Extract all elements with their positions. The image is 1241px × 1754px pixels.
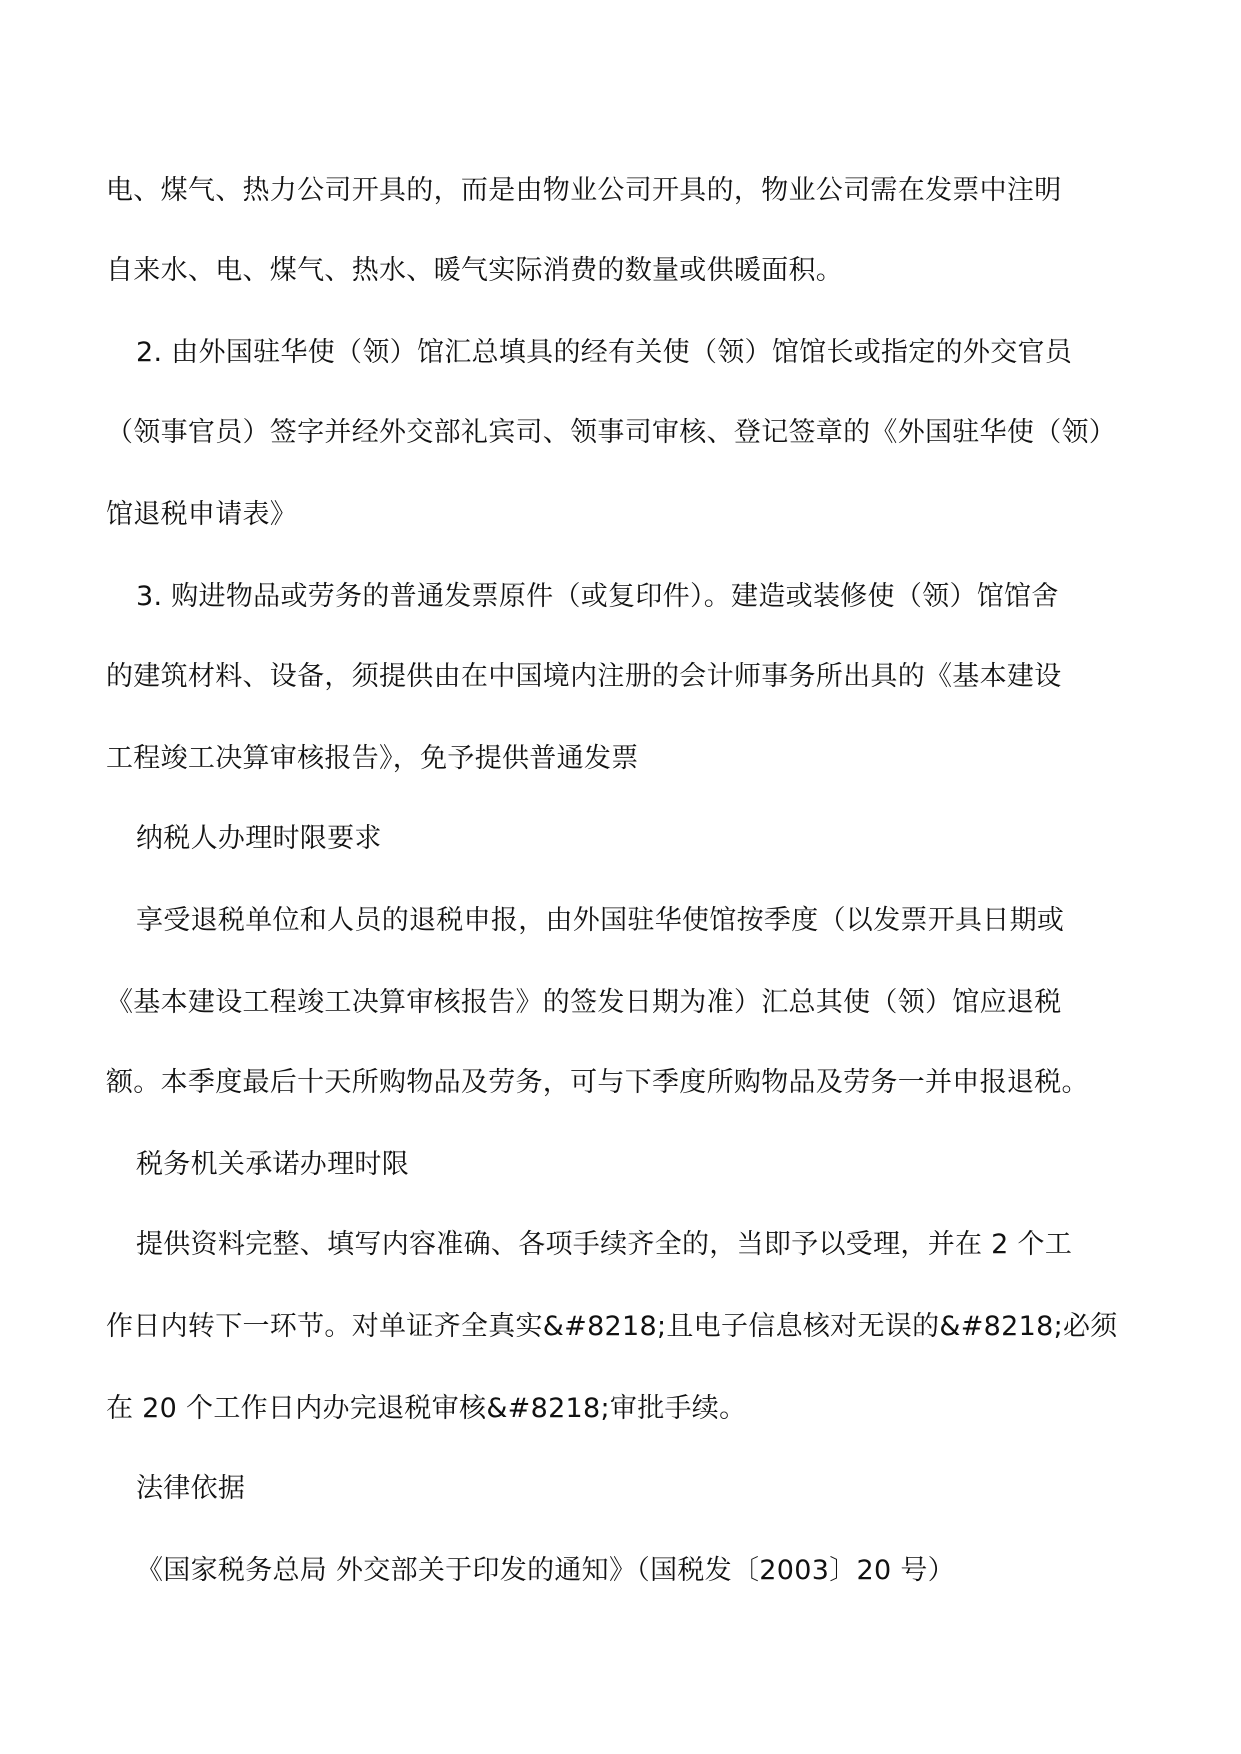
section-heading-legal-basis: 法律依据 xyxy=(136,1473,246,1504)
paragraph-line: 提供资料完整、填写内容准确、各项手续齐全的，当即予以受理，并在 2 个工 xyxy=(136,1229,1073,1260)
paragraph-line: 享受退税单位和人员的退税申报，由外国驻华使馆按季度（以发票开具日期或 xyxy=(136,905,1065,936)
paragraph-line: 工程竣工决算审核报告》，免予提供普通发票 xyxy=(106,743,639,774)
paragraph-line: 电、煤气、热力公司开具的，而是由物业公司开具的，物业公司需在发票中注明 xyxy=(106,175,1062,206)
paragraph-line: （领事官员）签字并经外交部礼宾司、领事司审核、登记签章的《外国驻华使（领） xyxy=(106,417,1117,448)
paragraph-line: 《基本建设工程竣工决算审核报告》的签发日期为准）汇总其使（领）馆应退税 xyxy=(106,987,1062,1018)
paragraph-line: 作日内转下一环节。对单证齐全真实&#8218;且电子信息核对无误的&#8218;必须 xyxy=(106,1311,1118,1342)
paragraph-line: 在 20 个工作日内办完退税审核&#8218;审批手续。 xyxy=(106,1393,747,1424)
section-heading-deadline: 纳税人办理时限要求 xyxy=(136,823,382,854)
list-item-2-line: 2. 由外国驻华使（领）馆汇总填具的经有关使（领）馆馆长或指定的外交官员 xyxy=(136,337,1073,368)
paragraph-line: 的建筑材料、设备，须提供由在中国境内注册的会计师事务所出具的《基本建设 xyxy=(106,661,1062,692)
paragraph-line: 额。本季度最后十天所购物品及劳务，可与下季度所购物品及劳务一并申报退税。 xyxy=(106,1067,1089,1098)
paragraph-line: 馆退税申请表》 xyxy=(106,499,298,530)
paragraph-line: 自来水、电、煤气、热水、暖气实际消费的数量或供暖面积。 xyxy=(106,255,844,286)
section-heading-commitment: 税务机关承诺办理时限 xyxy=(136,1149,409,1180)
legal-reference-line: 《国家税务总局 外交部关于印发的通知》（国税发〔2003〕20 号） xyxy=(136,1555,955,1586)
list-item-3-line: 3. 购进物品或劳务的普通发票原件（或复印件）。建造或装修使（领）馆馆舍 xyxy=(136,581,1059,612)
